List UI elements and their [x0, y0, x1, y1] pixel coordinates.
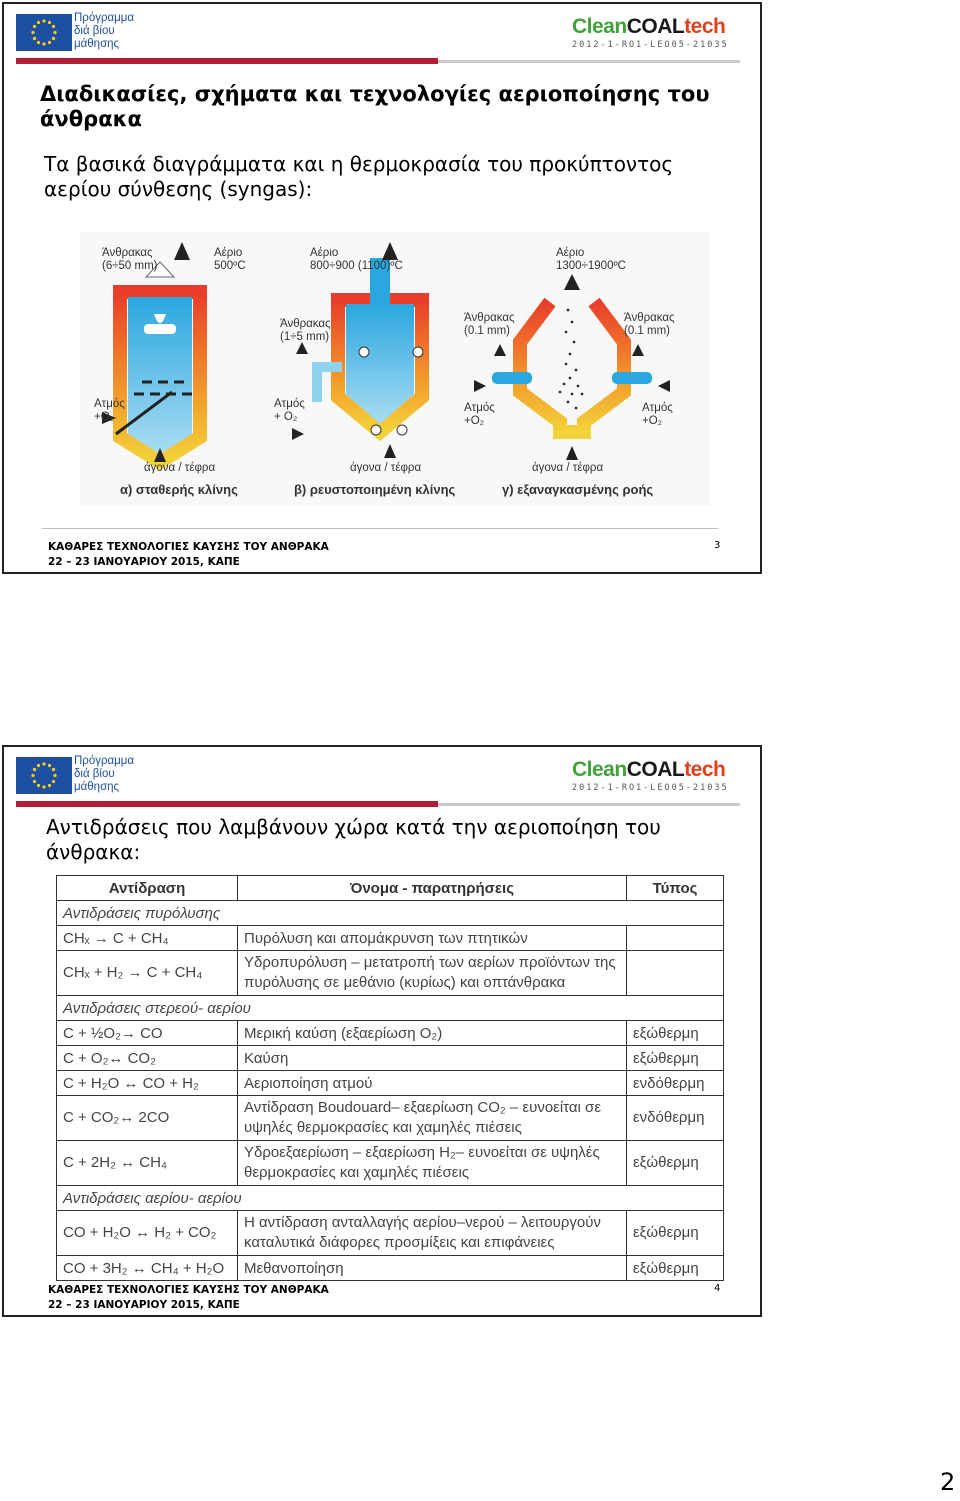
- slide-page-number: 3: [714, 540, 721, 551]
- cleancoaltech-logo: [572, 759, 740, 799]
- name-cell: Υδροεξαερίωση – εξαερίωση H₂– ευνοείται σε υψηλές θερμοκρασίες και χαμηλές πιέσεις: [238, 1141, 627, 1186]
- table-row: [57, 1071, 724, 1096]
- reaction-cell: C + CO₂↔ 2CO: [57, 1096, 238, 1141]
- gasifier-diagram: [80, 232, 710, 506]
- eu-text-line: διά βίου: [74, 25, 115, 37]
- slide-title: Διαδικασίες, σχήματα και τεχνολογίες αεριοποίησης του άνθρακα: [40, 82, 710, 131]
- type-cell: [627, 926, 724, 951]
- table-row: [57, 1096, 724, 1141]
- caption-entrained-flow: γ) εξαναγκασμένης ροής: [502, 482, 654, 497]
- table-row: [57, 1046, 724, 1071]
- type-cell: εξώθερμη: [627, 1211, 724, 1256]
- caption-fixed-bed: α) σταθερής κλίνης: [120, 482, 238, 497]
- reaction-cell: CHₓ + H₂ → C + CH₄: [57, 951, 238, 996]
- label-coal-right-c: Άνθρακας (0.1 mm): [624, 312, 675, 337]
- slide-header: [4, 4, 760, 68]
- label-gas-a: Αέριο 500ºC: [214, 247, 246, 272]
- name-cell: Η αντίδραση ανταλλαγής αερίου–νερού – λειτουργούν καταλυτικά διάφορες προσμίξεις και επιφάνειες: [238, 1211, 627, 1256]
- entrained-flow-reactor: [474, 274, 670, 460]
- table-row: [57, 951, 724, 996]
- table-section-title: Αντιδράσεις πυρόλυσης: [57, 901, 724, 926]
- type-cell: εξώθερμη: [627, 1141, 724, 1186]
- label-ash-b: άγονα / τέφρα: [350, 462, 422, 474]
- table-header-type: Τύπος: [627, 876, 724, 901]
- name-cell: Μερική καύση (εξαερίωση O₂): [238, 1021, 627, 1046]
- name-cell: Μεθανοποίηση: [238, 1256, 627, 1281]
- table-row: [57, 1256, 724, 1281]
- logo-tech: tech: [684, 758, 726, 781]
- logo-coal: COAL: [626, 15, 685, 38]
- label-steam-right-c: Ατμός +O₂: [642, 402, 673, 427]
- footer-title: ΚΑΘΑΡΕΣ ΤΕΧΝΟΛΟΓΙΕΣ ΚΑΥΣΗΣ ΤΟΥ ΑΝΘΡΑΚΑ: [48, 541, 329, 553]
- logo-coal: COAL: [626, 758, 685, 781]
- type-cell: ενδόθερμη: [627, 1071, 724, 1096]
- slide-page-number: 4: [714, 1283, 721, 1294]
- label-gas-c: Αέριο 1300÷1900ºC: [556, 247, 626, 272]
- fluidized-bed-reactor: [292, 242, 423, 458]
- eu-text-line: διά βίου: [74, 768, 115, 780]
- type-cell: ενδόθερμη: [627, 1096, 724, 1141]
- slide-title: Αντιδράσεις που λαμβάνουν χώρα κατά την αεριοποίηση του άνθρακα:: [46, 815, 661, 864]
- eu-program-text: [74, 755, 134, 794]
- reaction-cell: CO + 3H₂ ↔ CH₄ + H₂O: [57, 1256, 238, 1281]
- label-ash-c: άγονα / τέφρα: [532, 462, 604, 474]
- slide-header: [4, 747, 760, 811]
- label-steam-b: Ατμός + O₂: [274, 398, 305, 423]
- eu-flag-logo: [16, 757, 72, 794]
- label-gas-b: Αέριο 800÷900 (1100)ºC: [310, 247, 403, 272]
- header-grey-bar: [438, 60, 740, 63]
- table-row: [57, 1211, 724, 1256]
- type-cell: εξώθερμη: [627, 1256, 724, 1281]
- logo-tech: tech: [684, 15, 726, 38]
- label-steam-a: Ατμός +O₂: [94, 398, 125, 423]
- logo-clean: Clean: [572, 15, 627, 38]
- table-row: [57, 1141, 724, 1186]
- reaction-cell: C + ½O₂→ CO: [57, 1021, 238, 1046]
- cleancoaltech-logo: [572, 16, 740, 56]
- header-red-bar: [16, 801, 438, 807]
- slide-4: [2, 745, 762, 1317]
- header-red-bar: [16, 58, 438, 64]
- document-page-number: 2: [940, 1468, 956, 1496]
- name-cell: Καύση: [238, 1046, 627, 1071]
- reaction-cell: C + 2H₂ ↔ CH₄: [57, 1141, 238, 1186]
- label-coal-left-c: Άνθρακας (0.1 mm): [464, 312, 515, 337]
- type-cell: [627, 951, 724, 996]
- reaction-cell: C + H₂O ↔ CO + H₂: [57, 1071, 238, 1096]
- table-row: [57, 1021, 724, 1046]
- footer-title: ΚΑΘΑΡΕΣ ΤΕΧΝΟΛΟΓΙΕΣ ΚΑΥΣΗΣ ΤΟΥ ΑΝΘΡΑΚΑ: [48, 1284, 329, 1296]
- header-grey-bar: [438, 803, 740, 806]
- label-ash-a: άγονα / τέφρα: [144, 462, 216, 474]
- label-steam-left-c: Ατμός +O₂: [464, 402, 495, 427]
- label-coal-a: Άνθρακας (6÷50 mm): [102, 247, 158, 272]
- footer-date: 22 – 23 ΙΑΝΟΥΑΡΙΟΥ 2015, ΚΑΠΕ: [48, 1299, 240, 1311]
- reaction-cell: C + O₂↔ CO₂: [57, 1046, 238, 1071]
- name-cell: Πυρόλυση και απομάκρυνση των πτητικών: [238, 926, 627, 951]
- slide-3: [2, 2, 762, 574]
- eu-text-line: Πρόγραμμα: [74, 755, 135, 767]
- logo-project-code: 2012-1-RO1-LEO05-21035: [572, 40, 729, 50]
- eu-text-line: μάθησης: [74, 38, 120, 50]
- table-row: [57, 926, 724, 951]
- type-cell: εξώθερμη: [627, 1046, 724, 1071]
- fixed-bed-reactor: [102, 242, 200, 462]
- type-cell: εξώθερμη: [627, 1021, 724, 1046]
- logo-project-code: 2012-1-RO1-LEO05-21035: [572, 783, 729, 793]
- eu-text-line: μάθησης: [74, 781, 120, 793]
- reactions-table: [56, 875, 724, 1281]
- eu-program-text: [74, 12, 134, 51]
- slide-subtitle: Τα βασικά διαγράμματα και η θερμοκρασία του προκύπτοντος αερίου σύνθεσης (syngas):: [44, 152, 674, 201]
- table-section-title: Αντιδράσεις στερεού- αερίου: [57, 996, 724, 1021]
- label-coal-b: Άνθρακας (1÷5 mm): [280, 318, 331, 343]
- name-cell: Αντίδραση Boudouard– εξαερίωση CO₂ – ευνοείται σε υψηλές θερμοκρασίες και χαμηλές πιέσεις: [238, 1096, 627, 1141]
- table-section-title: Αντιδράσεις αερίου- αερίου: [57, 1186, 724, 1211]
- name-cell: Αεριοποίηση ατμού: [238, 1071, 627, 1096]
- caption-fluidized-bed: β) ρευστοποιημένη κλίνης: [294, 482, 456, 497]
- logo-clean: Clean: [572, 758, 627, 781]
- eu-text-line: Πρόγραμμα: [74, 12, 135, 24]
- table-header-reaction: Αντίδραση: [57, 876, 238, 901]
- reaction-cell: CHₓ → C + CH₄: [57, 926, 238, 951]
- table-header-name: Όνομα - παρατηρήσεις: [238, 876, 627, 901]
- eu-flag-logo: [16, 14, 72, 51]
- footer-date: 22 – 23 ΙΑΝΟΥΑΡΙΟΥ 2015, ΚΑΠΕ: [48, 556, 240, 568]
- footer-divider: [42, 528, 718, 529]
- reaction-cell: CO + H₂O ↔ H₂ + CO₂: [57, 1211, 238, 1256]
- name-cell: Υδροπυρόλυση – μετατροπή των αερίων προϊόντων της πυρόλυσης σε μεθάνιο (κυρίως) και οπτάνθρακα: [238, 951, 627, 996]
